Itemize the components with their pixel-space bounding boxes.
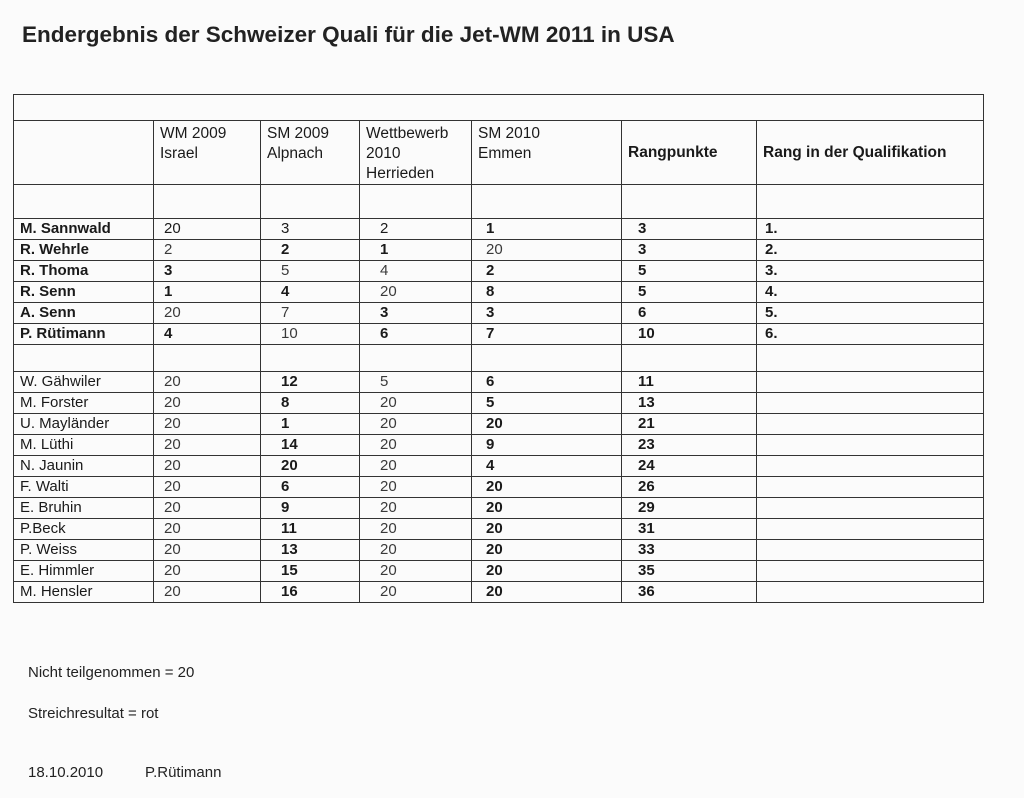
footer-date: 18.10.2010 bbox=[28, 764, 104, 781]
rang-value bbox=[757, 477, 984, 498]
rang-value bbox=[757, 519, 984, 540]
sm2010-value: 7 bbox=[472, 324, 622, 345]
sm2010-value: 20 bbox=[472, 540, 622, 561]
sm2010-value: 20 bbox=[472, 582, 622, 603]
rangpunkte-value: 5 bbox=[622, 282, 757, 303]
wettbewerb-value: 20 bbox=[360, 519, 472, 540]
rangpunkte-value: 3 bbox=[622, 240, 757, 261]
sm2009-value: 6 bbox=[261, 477, 360, 498]
wettbewerb-value: 4 bbox=[360, 261, 472, 282]
sm2010-value: 1 bbox=[472, 219, 622, 240]
table-top-row bbox=[14, 95, 984, 121]
rang-value bbox=[757, 498, 984, 519]
wm2009-value: 20 bbox=[154, 519, 261, 540]
header-sm2010: SM 2010 Emmen bbox=[472, 121, 622, 185]
pilot-name: P. Weiss bbox=[14, 540, 154, 561]
sm2010-value: 20 bbox=[472, 414, 622, 435]
rangpunkte-value: 26 bbox=[622, 477, 757, 498]
wm2009-value: 20 bbox=[154, 582, 261, 603]
sm2009-value: 13 bbox=[261, 540, 360, 561]
rangpunkte-value: 10 bbox=[622, 324, 757, 345]
pilot-name: E. Himmler bbox=[14, 561, 154, 582]
wettbewerb-value: 5 bbox=[360, 372, 472, 393]
wettbewerb-value: 20 bbox=[360, 435, 472, 456]
wm2009-value: 20 bbox=[154, 393, 261, 414]
sm2010-value: 5 bbox=[472, 393, 622, 414]
header-rangpunkte: Rangpunkte bbox=[622, 121, 757, 185]
table-row bbox=[14, 324, 984, 345]
table-row bbox=[14, 456, 984, 477]
rangpunkte-value: 36 bbox=[622, 582, 757, 603]
wm2009-value: 3 bbox=[154, 261, 261, 282]
table-row bbox=[14, 261, 984, 282]
sm2009-value: 12 bbox=[261, 372, 360, 393]
table-row bbox=[14, 540, 984, 561]
sm2010-value: 3 bbox=[472, 303, 622, 324]
header-sm2009: SM 2009 Alpnach bbox=[261, 121, 360, 185]
pilot-name: U. Mayländer bbox=[14, 414, 154, 435]
rang-value bbox=[757, 582, 984, 603]
sm2009-value: 20 bbox=[261, 456, 360, 477]
wettbewerb-value: 20 bbox=[360, 477, 472, 498]
results-table bbox=[13, 94, 984, 603]
sm2009-value: 4 bbox=[261, 282, 360, 303]
rang-value bbox=[757, 414, 984, 435]
sm2009-value: 9 bbox=[261, 498, 360, 519]
table-row bbox=[14, 240, 984, 261]
sm2010-value: 8 bbox=[472, 282, 622, 303]
rang-value bbox=[757, 393, 984, 414]
pilot-name: M. Hensler bbox=[14, 582, 154, 603]
sm2010-value: 9 bbox=[472, 435, 622, 456]
wm2009-value: 20 bbox=[154, 477, 261, 498]
table-row bbox=[14, 561, 984, 582]
rangpunkte-value: 29 bbox=[622, 498, 757, 519]
wettbewerb-value: 20 bbox=[360, 540, 472, 561]
rangpunkte-value: 3 bbox=[622, 219, 757, 240]
pilot-name: P.Beck bbox=[14, 519, 154, 540]
rang-value: 6. bbox=[757, 324, 984, 345]
rangpunkte-value: 33 bbox=[622, 540, 757, 561]
wettbewerb-value: 20 bbox=[360, 456, 472, 477]
wettbewerb-value: 20 bbox=[360, 498, 472, 519]
rangpunkte-value: 24 bbox=[622, 456, 757, 477]
sm2010-value: 20 bbox=[472, 498, 622, 519]
table-header-row bbox=[14, 121, 984, 185]
table-row bbox=[14, 435, 984, 456]
table-row bbox=[14, 519, 984, 540]
table-row bbox=[14, 393, 984, 414]
wm2009-value: 20 bbox=[154, 219, 261, 240]
pilot-name: W. Gähwiler bbox=[14, 372, 154, 393]
sm2009-value: 1 bbox=[261, 414, 360, 435]
wm2009-value: 20 bbox=[154, 561, 261, 582]
pilot-name: R. Wehrle bbox=[14, 240, 154, 261]
rangpunkte-value: 11 bbox=[622, 372, 757, 393]
rang-value bbox=[757, 372, 984, 393]
wettbewerb-value: 1 bbox=[360, 240, 472, 261]
wm2009-value: 20 bbox=[154, 372, 261, 393]
rangpunkte-value: 21 bbox=[622, 414, 757, 435]
table-row bbox=[14, 498, 984, 519]
rang-value bbox=[757, 456, 984, 477]
rangpunkte-value: 5 bbox=[622, 261, 757, 282]
wm2009-value: 20 bbox=[154, 498, 261, 519]
wettbewerb-value: 3 bbox=[360, 303, 472, 324]
table-row bbox=[14, 477, 984, 498]
wettbewerb-value: 6 bbox=[360, 324, 472, 345]
pilot-name: M. Lüthi bbox=[14, 435, 154, 456]
wettbewerb-value: 20 bbox=[360, 393, 472, 414]
pilot-name: R. Thoma bbox=[14, 261, 154, 282]
header-rang: Rang in der Qualifikation bbox=[757, 121, 984, 185]
note-not-participated: Nicht teilgenommen = 20 bbox=[28, 664, 195, 681]
wettbewerb-value: 20 bbox=[360, 414, 472, 435]
table-row bbox=[14, 219, 984, 240]
rangpunkte-value: 31 bbox=[622, 519, 757, 540]
pilot-name: A. Senn bbox=[14, 303, 154, 324]
wm2009-value: 20 bbox=[154, 456, 261, 477]
table-row bbox=[14, 372, 984, 393]
sm2009-value: 10 bbox=[261, 324, 360, 345]
pilot-name: M. Forster bbox=[14, 393, 154, 414]
sm2009-value: 5 bbox=[261, 261, 360, 282]
table-row bbox=[14, 582, 984, 603]
pilot-name: P. Rütimann bbox=[14, 324, 154, 345]
sm2009-value: 15 bbox=[261, 561, 360, 582]
rang-value: 2. bbox=[757, 240, 984, 261]
sm2009-value: 2 bbox=[261, 240, 360, 261]
rangpunkte-value: 6 bbox=[622, 303, 757, 324]
note-strike-result: Streichresultat = rot bbox=[28, 705, 159, 722]
pilot-name: R. Senn bbox=[14, 282, 154, 303]
rang-value bbox=[757, 435, 984, 456]
header-wettbewerb: Wettbewerb 2010 Herrieden bbox=[360, 121, 472, 185]
sm2009-value: 16 bbox=[261, 582, 360, 603]
header-wm2009: WM 2009 Israel bbox=[154, 121, 261, 185]
wm2009-value: 2 bbox=[154, 240, 261, 261]
wm2009-value: 20 bbox=[154, 435, 261, 456]
pilot-name: E. Bruhin bbox=[14, 498, 154, 519]
sm2010-value: 20 bbox=[472, 477, 622, 498]
sm2009-value: 11 bbox=[261, 519, 360, 540]
wettbewerb-value: 20 bbox=[360, 582, 472, 603]
rang-value: 1. bbox=[757, 219, 984, 240]
wettbewerb-value: 20 bbox=[360, 561, 472, 582]
pilot-name: M. Sannwald bbox=[14, 219, 154, 240]
rangpunkte-value: 13 bbox=[622, 393, 757, 414]
rang-value: 3. bbox=[757, 261, 984, 282]
table-row bbox=[14, 303, 984, 324]
sm2009-value: 14 bbox=[261, 435, 360, 456]
rangpunkte-value: 35 bbox=[622, 561, 757, 582]
rang-value bbox=[757, 561, 984, 582]
document-title: Endergebnis der Schweizer Quali für die Jet-WM 2011 in USA bbox=[22, 22, 675, 47]
rang-value: 4. bbox=[757, 282, 984, 303]
sm2010-value: 6 bbox=[472, 372, 622, 393]
table-row bbox=[14, 282, 984, 303]
wm2009-value: 1 bbox=[154, 282, 261, 303]
sm2009-value: 7 bbox=[261, 303, 360, 324]
sm2009-value: 3 bbox=[261, 219, 360, 240]
wettbewerb-value: 20 bbox=[360, 282, 472, 303]
spacer-row bbox=[14, 345, 984, 372]
sm2010-value: 2 bbox=[472, 261, 622, 282]
wm2009-value: 20 bbox=[154, 540, 261, 561]
wm2009-value: 4 bbox=[154, 324, 261, 345]
spacer-row bbox=[14, 185, 984, 219]
sm2010-value: 4 bbox=[472, 456, 622, 477]
table-row bbox=[14, 414, 984, 435]
sm2010-value: 20 bbox=[472, 240, 622, 261]
wettbewerb-value: 2 bbox=[360, 219, 472, 240]
wm2009-value: 20 bbox=[154, 414, 261, 435]
pilot-name: F. Walti bbox=[14, 477, 154, 498]
rang-value bbox=[757, 540, 984, 561]
wm2009-value: 20 bbox=[154, 303, 261, 324]
sm2010-value: 20 bbox=[472, 561, 622, 582]
rang-value: 5. bbox=[757, 303, 984, 324]
pilot-name: N. Jaunin bbox=[14, 456, 154, 477]
sm2009-value: 8 bbox=[261, 393, 360, 414]
rangpunkte-value: 23 bbox=[622, 435, 757, 456]
sm2010-value: 20 bbox=[472, 519, 622, 540]
footer-author: P.Rütimann bbox=[145, 764, 222, 781]
